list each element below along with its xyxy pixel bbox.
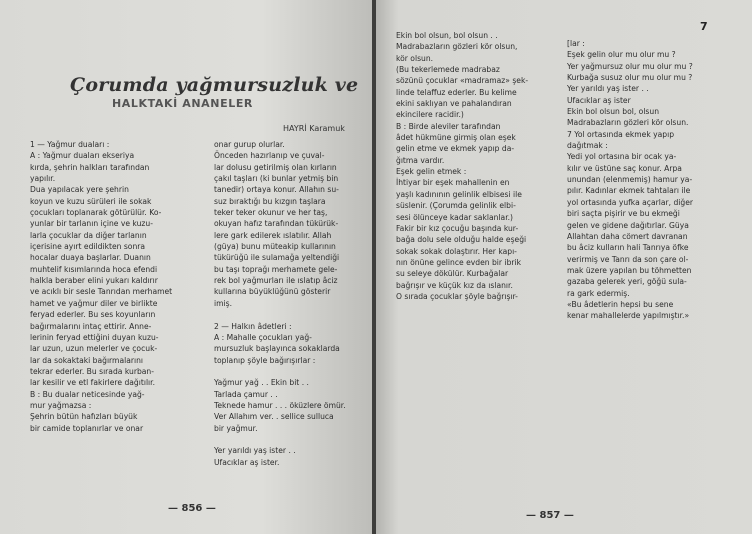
text-line: Teknede hamur . . . öküzlere ömür. (214, 400, 346, 410)
text-line: Ver Allahım ver. . sellice sulluca (214, 412, 334, 422)
text-line: mursuzluk başlayınca sokaklarda (214, 344, 340, 354)
text-line: sokak sokak dolaştırır. Her kapı- (396, 246, 517, 256)
text-line: süslenir. (Çorumda gelinlik elbi- (396, 201, 516, 211)
text-line: O sırada çocuklar şöyle bağrışır- (396, 291, 518, 301)
corner-page-mark: 7 (700, 20, 708, 33)
text-line: halkla beraber elini yukarı kaldırır (30, 276, 158, 286)
text-line: tekrar ederler. Bu sırada kurban- (30, 366, 154, 376)
right-column-2 (567, 38, 733, 322)
article-subtitle: HALKTAKİ ANANELER (112, 97, 254, 110)
text-line: kör olsun. (396, 53, 434, 63)
text-line: muhtelif kısımlarında hoca efendi (30, 264, 158, 274)
text-line: A : Mahalle çocukları yağ- (214, 332, 312, 342)
text-line: lerinin feryad ettiğini duyan kuzu- (30, 332, 159, 342)
text-line: ekincilere racidir.) (396, 110, 464, 120)
text-line: tanedir) ortaya konur. Allahın su- (214, 185, 339, 195)
text-line: yol ortasında yufka açarlar, diğer (567, 197, 694, 207)
text-line: Önceden hazırlanıp ve çuval- (214, 151, 325, 161)
text-line: bağrışır ve küçük kız da ıslanır. (396, 280, 513, 290)
text-line: verirmiş ve Tanrı da son çare ol- (567, 254, 689, 264)
text-line: A : Yağmur duaları ekseriya (30, 151, 135, 161)
text-line: Yağmur yağ . . Ekin bit . . (214, 378, 309, 388)
text-line: nın önüne gelince evden bir ibrik (396, 257, 522, 267)
text-line: teker teker okunur ve her taş, (214, 208, 328, 218)
page-number-left: — 856 — (168, 503, 216, 514)
left-column-2 (214, 139, 372, 468)
text-line: Şehrin bütün hafızları büyük (30, 412, 138, 422)
text-line: feryad ederler. Bu ses koyunların (30, 310, 156, 320)
text-line: «Bu âdetlerin hepsi bu sene (567, 299, 674, 309)
left-column-1 (30, 139, 192, 434)
text-line: bağırmalarını intaç ettirir. Anne- (30, 321, 152, 331)
text-line: mur yağmazsa : (30, 400, 92, 410)
text-line: [lar : (567, 39, 585, 48)
page-number-right: — 857 — (526, 510, 574, 521)
article-title: Çorumda yağmursuzluk ve (70, 74, 359, 96)
author-name: HAYRİ Karamuk (283, 124, 345, 133)
text-line: linde telaffuz ederler. Bu kelime (396, 87, 517, 97)
text-line: Ekin bol olsun, bol olsun . . (396, 31, 498, 40)
text-line: Ufacıklar aş ister. (214, 457, 280, 467)
text-line: imiş. (214, 298, 232, 308)
text-line: çakıl taşları (ki bunlar yetmiş bin (214, 174, 339, 184)
text-line: bir camide toplanırlar ve onar (30, 423, 144, 433)
left-page (0, 0, 374, 534)
text-line: tükürüğü ile sulamağa yeltendiği (214, 253, 340, 263)
text-line: ekini saklıyan ve pahalandıran (396, 99, 512, 109)
text-line: kırda, şehrin halkları tarafından (30, 162, 150, 172)
text-line: sesi ölünceye kadar saklanlar.) (396, 212, 513, 222)
text-line: kılır ve üstüne saç konur. Arpa (567, 163, 682, 173)
text-line (214, 309, 372, 320)
text-line: kullarına büyüklüğünü gösterir (214, 287, 331, 297)
text-line: 2 — Halkın âdetleri : (214, 321, 292, 331)
text-line: sözünü çocuklar «madramaz» şek- (396, 76, 529, 86)
text-line: yapılır. (30, 174, 56, 184)
text-line (214, 434, 372, 445)
text-line: rek bol yağmurları ile ıslatıp âciz (214, 276, 338, 286)
text-line: hamet ve yağmur diler ve birlikte (30, 298, 158, 308)
text-line: lar kesilir ve etl fakirlere dağıtılır. (30, 378, 155, 388)
text-line: okuyan hafız tarafından tükürük- (214, 219, 339, 229)
text-line: içerisine ayırt edildikten sonra (30, 242, 146, 252)
text-line: mak üzere yapılan bu töhmetten (567, 265, 692, 275)
text-line: Madrabazların gözleri kör olsun. (567, 118, 689, 128)
text-line: Fakir bir kız çocuğu başında kur- (396, 223, 519, 233)
text-line: Allahtan daha cömert davranan (567, 231, 688, 241)
text-line: ra gark edermiş. (567, 288, 630, 298)
text-line: gelen ve gidene dağıtırlar. Güya (567, 220, 689, 230)
text-line: Eşek gelin etmek : (396, 167, 467, 177)
text-line: ve acıklı bir sesle Tanrıdan merhamet (30, 287, 173, 297)
text-line: bağa dolu sele olduğu halde eşeği (396, 235, 527, 245)
text-line: 7 Yol ortasında ekmek yapıp (567, 129, 675, 139)
text-line: unundan (elenmemiş) hamur ya- (567, 175, 693, 185)
text-line: suz bıraktığı bu kızgın taşlara (214, 196, 326, 206)
text-line: yunlar bir tarlanın içine ve kuzu- (30, 219, 153, 229)
text-line: Ufacıklar aş ister (567, 95, 631, 105)
right-column-1 (396, 30, 556, 302)
text-line: B : Bu dualar neticesinde yağ- (30, 389, 145, 399)
text-line: toplanıp şöyle bağırışırlar : (214, 355, 316, 365)
text-line: lar uzun, uzun melerler ve çocuk- (30, 344, 158, 354)
text-line: lere gark edilerek ıslatılır. Allah (214, 230, 332, 240)
text-line: (Bu tekerlemede madrabaz (396, 65, 500, 75)
text-line: su seleye dökülür. Kurbağalar (396, 269, 509, 279)
text-line: Yer yağmursuz olur mu olur mu ? (567, 61, 693, 71)
text-line: bu âciz kulların hali Tanrıya öfke (567, 243, 689, 253)
text-line: 1 — Yağmur duaları : (30, 140, 110, 149)
text-line: lar da sokaktaki bağırmalarını (30, 355, 144, 365)
text-line: İhtiyar bir eşek mahallenin en (396, 178, 510, 188)
text-line: Dua yapılacak yere şehrin (30, 185, 129, 195)
text-line: Kurbağa susuz olur mu olur mu ? (567, 73, 693, 83)
text-line: âdet hükmüne girmiş olan eşek (396, 133, 516, 143)
text-line (214, 366, 372, 377)
text-line: gelin etme ve ekmek yapıp da- (396, 144, 515, 154)
text-line: hocalar duaya başlarlar. Duanın (30, 253, 151, 263)
text-line: bir yağmur. (214, 423, 258, 433)
text-line: Madrabazların gözleri kör olsun, (396, 42, 518, 52)
text-line: çocukları toplanarak götürülür. Ko- (30, 208, 162, 218)
text-line: (güya) bunu müteakip kullarının (214, 242, 336, 252)
text-line: pılır. Kadınlar ekmek tahtaları ile (567, 186, 691, 196)
text-line: Yer yarıldı yaş ister . . (214, 446, 296, 456)
text-line: dağıtmak : (567, 141, 608, 151)
text-line: B : Birde aleviler tarafından (396, 121, 501, 131)
text-line: biri saçta pişirir ve bu ekmeği (567, 209, 680, 219)
text-line: bu taşı toprağı merhamete gele- (214, 264, 338, 274)
text-line: yaşlı kadınının gelinlik elbisesi ile (396, 189, 522, 199)
text-line: Eşek gelin olur mu olur mu ? (567, 50, 676, 60)
text-line: lar dolusu getirilmiş olan kırların (214, 162, 337, 172)
text-line: koyun ve kuzu sürüleri ile sokak (30, 196, 152, 206)
text-line: Tarlada çamur . . (214, 389, 278, 399)
text-line: ğıtma vardır. (396, 155, 445, 165)
text-line: larla çocuklar da diğer tarlanın (30, 230, 147, 240)
text-line: onar gurup olurlar. (214, 140, 285, 149)
text-line: kenar mahallelerde yapılmıştır.» (567, 311, 690, 321)
text-line: gazaba gelerek yeri, göğü sula- (567, 277, 687, 287)
text-line: Yedi yol ortasına bir ocak ya- (567, 152, 677, 162)
text-line: Ekin bol olsun bol, olsun (567, 107, 660, 117)
right-page (376, 0, 752, 534)
text-line: Yer yarıldı yaş ister . . (567, 84, 649, 94)
